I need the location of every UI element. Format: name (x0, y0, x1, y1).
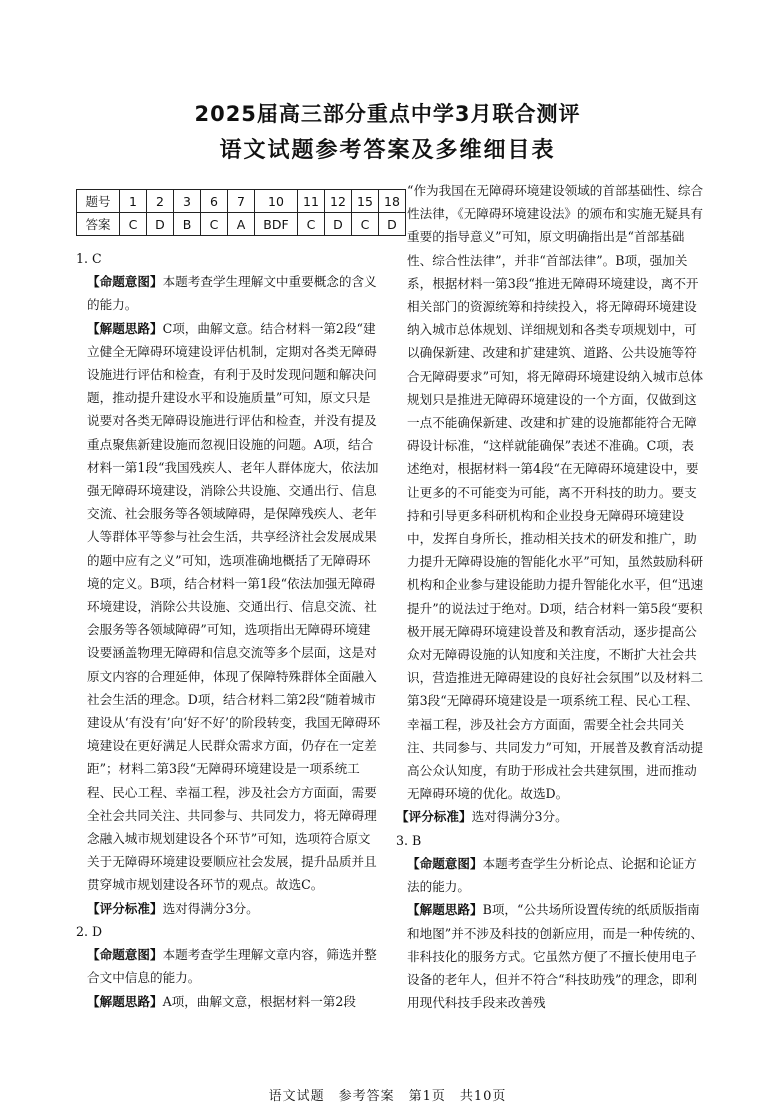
thinking-text: A项，曲解文意，根据材料一第2段 (162, 993, 356, 1009)
answer-table-row-label: 题号 (77, 190, 120, 213)
score-tag: 【评分标准】 (87, 900, 163, 916)
answer-table-row-label: 答案 (77, 213, 120, 236)
question-number: 10 (255, 190, 298, 213)
answer-table-number-row (77, 190, 406, 213)
score-text: 选对得满分3分。 (162, 900, 259, 916)
answer-cell: C (201, 213, 228, 236)
answer-cell: C (352, 213, 379, 236)
answer-table (76, 189, 406, 236)
page-title-line1: 2025届高三部分重点中学3月联合测评 (194, 102, 581, 126)
question-2-score (396, 805, 704, 828)
question-1-score (76, 897, 381, 920)
score-tag: 【评分标准】 (396, 809, 472, 825)
thinking-tag: 【解题思路】 (407, 902, 483, 918)
question-3-intent (396, 852, 704, 898)
thinking-text: B项，“公共场所设置传统的纸质版指南和地图”并不涉及科技的创新应用，而是一种传统的、非科技化的服务方式。它虽然方便了不擅长使用电子设备的老年人，但并不符合“科技助残”的理念，即利用现代科技手段来改善残 (407, 902, 704, 1011)
question-2-thinking (76, 990, 381, 1013)
question-number: 15 (352, 190, 379, 213)
answer-table-answer-row (77, 213, 406, 236)
question-number: 6 (201, 190, 228, 213)
question-1-thinking (76, 317, 381, 897)
question-number: 3 (174, 190, 201, 213)
thinking-tag: 【解题思路】 (87, 993, 163, 1009)
thinking-text: C项，曲解文意。结合材料一第2段“建立健全无障碍环境建设评估机制，定期对各类无障碍设施进行评估和检查，有利于及时发现问题和解决问题，推动提升建设水平和设施质量”可知，原文只是说要对各类无障碍设施进行评估和检查，并没有提及重点聚焦新建设施而忽视旧设施的问题。A项，结合材料一第1段“我国残疾人、老年人群体庞大，依法加强无障碍环境建设，消除公共设施、交通出行、信息交流、社会服务等各领域障碍，是保障残疾人、老年人等群体平等参与社会生活，共享经济社会发展成果的题中应有之义”可知，选项准确地概括了无障碍环境的定义。B项，结合材料一第1段“依法加强无障碍环境建设，消除公共设施、交通出行、信息交流、社会服务等各领域障碍”可知，选项指出无障碍环境建设要涵盖物理无障碍和信息交流等多个层面，这是对原文内容的合理延伸，体现了保障特殊群体全面融入社会生活的理念。D项，结合材料二第2段“随着城市建设从‘有没有’向‘好不好’的阶段转变，我国无障碍环境建设在更好满足人民群众需求方面，仍存在一定差距”；材料二第3段“无障碍环境建设是一项系统工程、民心工程、幸福工程，涉及社会方方面面，需要全社会共同关注、共同参与、共同发力，将无障碍理念融入城市规划建设各个环节”可知，选项符合原文关于无障碍环境建设要顺应社会发展，提升品质并且贯穿城市规划建设各环节的观点。故选C。 (87, 320, 381, 893)
answer-cell: D (325, 213, 352, 236)
intent-tag: 【命题意图】 (87, 274, 163, 290)
intent-text: 本题考查学生理解文中重要概念的含义的能力。 (87, 274, 377, 313)
right-column (396, 179, 704, 1014)
answer-cell: D (379, 213, 406, 236)
question-3-thinking (396, 898, 704, 1014)
question-2-heading: 2. D (76, 923, 103, 939)
intent-tag: 【命题意图】 (87, 947, 163, 963)
answer-cell: B (174, 213, 201, 236)
page-title-line2: 语文试题参考答案及多维细目表 (219, 138, 556, 163)
question-1-heading: 1. C (76, 251, 102, 266)
answer-cell: A (228, 213, 255, 236)
thinking-tag: 【解题思路】 (87, 320, 163, 336)
intent-text: 本题考查学生理解文章内容，筛选并整合文中信息的能力。 (87, 947, 377, 986)
question-number: 18 (379, 190, 406, 213)
question-2-intent (76, 943, 381, 989)
answer-cell: BDF (255, 213, 298, 236)
question-2-thinking-continued: “作为我国在无障碍环境建设领域的首部基础性、综合性法律，《无障碍环境建设法》的颁布和实施无疑具有重要的指导意义”可知，原文明确指出是“首部基础性、综合性法律”，并非“首部法律”。B项，强加关系，根据材料一第3段“推进无障碍环境建设，离不开相关部门的资源统筹和持续投入，将无障碍环境建设纳入城市总体规划、详细规划和各类专项规划中，可以确保新建、改建和扩建建筑、道路、公共设施等符合无障碍要求”可知，将无障碍环境建设纳入城市总体规划只是推进无障碍环境建设的一个方面，仅做到这一点不能确保新建、改建和扩建的设施都能符合无障碍设计标准，“这样就能确保”表述不准确。C项，表述绝对，根据材料一第4段“在无障碍环境建设中，要让更多的不可能变为可能，离不开科技的助力。要支持和引导更多科研机构和企业投身无障碍环境建设中，发挥自身所长，推动相关技术的研发和推广，助力提升无障碍设施的智能化水平”可知，虽然鼓励科研机构和企业参与建设能助力提升智能化水平，但“迅速提升”的说法过于绝对。D项，结合材料一第5段“要积极开展无障碍环境建设普及和教育活动，逐步提高公众对无障碍设施的认知度和关注度，不断扩大社会共识，营造推进无障碍建设的良好社会氛围”以及材料二第3段“无障碍环境建设是一项系统工程、民心工程、幸福工程，涉及社会方方面面，需要全社会共同关注、共同参与、共同发力”可知，开展普及教育活动提高公众认知度，有助于形成社会共建氛围，进而推动无障碍环境的优化。故选D。 (407, 183, 704, 802)
score-text: 选对得满分3分。 (471, 809, 568, 825)
question-1-intent (76, 270, 381, 316)
question-number: 1 (120, 190, 147, 213)
question-3-heading: 3. B (396, 832, 422, 848)
left-column (76, 247, 381, 1013)
answer-cell: D (147, 213, 174, 236)
intent-tag: 【命题意图】 (407, 855, 483, 871)
intent-text: 本题考查学生分析论点、论据和论证方法的能力。 (407, 855, 697, 895)
answer-cell: C (120, 213, 147, 236)
question-number: 2 (147, 190, 174, 213)
answer-cell: C (298, 213, 325, 236)
question-number: 12 (325, 190, 352, 213)
question-number: 11 (298, 190, 325, 213)
question-number: 7 (228, 190, 255, 213)
page-footer: 语文试题 参考答案 第1页 共10页 (268, 1089, 507, 1104)
